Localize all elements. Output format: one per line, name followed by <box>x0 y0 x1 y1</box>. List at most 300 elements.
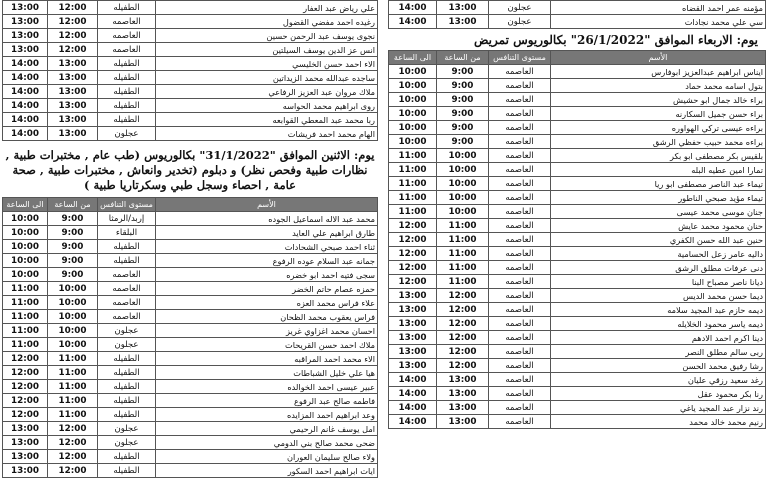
name-cell: بتول اسامه محمد حماد <box>551 79 766 93</box>
to-time-cell: 11:00 <box>3 338 48 352</box>
table-row <box>389 415 766 429</box>
name-cell: براء حسن جميل السكارنه <box>551 107 766 121</box>
right-top-body <box>389 1 766 29</box>
name-cell: الاء محمد احمد المراقبه <box>156 352 378 366</box>
name-cell: رغد سعيد رزقي عليان <box>551 373 766 387</box>
table-row <box>389 359 766 373</box>
level-cell: الطفيله <box>98 254 156 268</box>
name-cell: انس عز الدين يوسف السيلتين <box>156 43 378 57</box>
to-time-cell: 10:00 <box>389 107 437 121</box>
level-cell: العاصمه <box>489 303 551 317</box>
to-time-cell: 14:00 <box>3 113 48 127</box>
from-time-cell: 13:00 <box>48 113 98 127</box>
name-cell: حنان محمود محمد عايش <box>551 219 766 233</box>
from-time-cell: 12:00 <box>437 331 489 345</box>
from-time-cell: 11:00 <box>48 408 98 422</box>
from-time-cell: 13:00 <box>437 373 489 387</box>
table-row <box>3 324 378 338</box>
level-cell: العاصمه <box>98 15 156 29</box>
name-cell: رند نزار عبد المجيد ياغي <box>551 401 766 415</box>
table-row <box>389 15 766 29</box>
from-time-cell: 11:00 <box>48 352 98 366</box>
from-time-cell: 11:00 <box>437 275 489 289</box>
table-row <box>3 464 378 478</box>
right-column <box>388 0 766 429</box>
to-time-cell: 10:00 <box>389 79 437 93</box>
from-time-cell: 12:00 <box>48 15 98 29</box>
name-cell: حمزه عصام حاتم الخضر <box>156 282 378 296</box>
table-row <box>3 380 378 394</box>
table-row <box>3 436 378 450</box>
level-cell: إربد/الرمثا <box>98 212 156 226</box>
name-cell: امل يوسف غانم الرحيمي <box>156 422 378 436</box>
to-time-cell: 14:00 <box>3 85 48 99</box>
to-time-cell: 12:00 <box>3 366 48 380</box>
level-cell: العاصمه <box>489 317 551 331</box>
name-cell: ملاك مروان عبد العزيز الرفاعي <box>156 85 378 99</box>
name-cell: براءه محمد حبيب حفظي الرشق <box>551 135 766 149</box>
from-time-cell: 12:00 <box>437 317 489 331</box>
to-time-cell: 12:00 <box>3 380 48 394</box>
table-row <box>389 163 766 177</box>
header-level: مستوى التنافس <box>98 198 156 212</box>
to-time-cell: 12:00 <box>389 261 437 275</box>
name-cell: هيا علي خليل الشباطات <box>156 366 378 380</box>
to-time-cell: 10:00 <box>389 93 437 107</box>
level-cell: العاصمه <box>489 191 551 205</box>
name-cell: بلقيس بكر مصطفى ابو بكر <box>551 149 766 163</box>
table-row <box>389 191 766 205</box>
from-time-cell: 10:00 <box>48 324 98 338</box>
level-cell: الطفيله <box>98 450 156 464</box>
to-time-cell: 11:00 <box>3 296 48 310</box>
from-time-cell: 10:00 <box>48 282 98 296</box>
name-cell: رنيم محمد خالد محمد <box>551 415 766 429</box>
wednesday-header-row <box>389 51 766 65</box>
table-row <box>389 331 766 345</box>
to-time-cell: 10:00 <box>389 135 437 149</box>
to-time-cell: 13:00 <box>3 436 48 450</box>
level-cell: العاصمه <box>489 135 551 149</box>
name-cell: ملاك احمد حسن القريحات <box>156 338 378 352</box>
level-cell: عجلون <box>489 15 551 29</box>
from-time-cell: 12:00 <box>48 29 98 43</box>
table-row <box>3 1 378 15</box>
to-time-cell: 13:00 <box>3 422 48 436</box>
level-cell: العاصمه <box>489 93 551 107</box>
name-cell: محمد عبد الاله اسماعيل الجوده <box>156 212 378 226</box>
to-time-cell: 13:00 <box>3 15 48 29</box>
from-time-cell: 11:00 <box>48 394 98 408</box>
name-cell: ديما حسن محمد الديس <box>551 289 766 303</box>
name-cell: فراس يعقوب محمد الظحان <box>156 310 378 324</box>
name-cell: تيماء عبد الناصر مصطفى ابو ريا <box>551 177 766 191</box>
name-cell: جمانه عبد السلام عوده الرفوع <box>156 254 378 268</box>
table-row <box>3 366 378 380</box>
level-cell: عجلون <box>98 436 156 450</box>
table-row <box>3 85 378 99</box>
from-time-cell: 13:00 <box>437 1 489 15</box>
table-row <box>3 212 378 226</box>
level-cell: العاصمه <box>489 121 551 135</box>
monday-table <box>2 197 378 478</box>
name-cell: عبير عيسى احمد الخوالده <box>156 380 378 394</box>
name-cell: براءه عيسى تركي الهواوره <box>551 121 766 135</box>
level-cell: الطفيله <box>98 408 156 422</box>
level-cell: العاصمه <box>489 233 551 247</box>
from-time-cell: 13:00 <box>48 127 98 141</box>
name-cell: ايناس ابراهيم عبدالعزيز ابوفارس <box>551 65 766 79</box>
from-time-cell: 12:00 <box>48 450 98 464</box>
to-time-cell: 13:00 <box>3 43 48 57</box>
name-cell: طارق ابراهيم علي العايد <box>156 226 378 240</box>
level-cell: عجلون <box>98 338 156 352</box>
level-cell: الطفيله <box>98 394 156 408</box>
to-time-cell: 10:00 <box>3 226 48 240</box>
table-row <box>3 127 378 141</box>
to-time-cell: 14:00 <box>389 15 437 29</box>
name-cell: ربى سالم مطلق النصر <box>551 345 766 359</box>
level-cell: العاصمه <box>489 373 551 387</box>
from-time-cell: 11:00 <box>437 247 489 261</box>
from-time-cell: 10:00 <box>437 163 489 177</box>
level-cell: العاصمه <box>489 205 551 219</box>
name-cell: رغيده احمد مفضي القضول <box>156 15 378 29</box>
level-cell: الطفيله <box>98 85 156 99</box>
name-cell: تمارا امين عطيه البله <box>551 163 766 177</box>
to-time-cell: 14:00 <box>3 127 48 141</box>
name-cell: تيماء مؤيد صبحي الناطور <box>551 191 766 205</box>
left-top-body <box>3 1 378 141</box>
to-time-cell: 14:00 <box>3 57 48 71</box>
to-time-cell: 12:00 <box>389 247 437 261</box>
header-to: الى الساعة <box>3 198 48 212</box>
from-time-cell: 13:00 <box>437 415 489 429</box>
table-row <box>3 29 378 43</box>
level-cell: العاصمه <box>98 310 156 324</box>
to-time-cell: 10:00 <box>3 240 48 254</box>
from-time-cell: 13:00 <box>437 15 489 29</box>
to-time-cell: 13:00 <box>389 289 437 303</box>
from-time-cell: 13:00 <box>437 401 489 415</box>
from-time-cell: 11:00 <box>48 366 98 380</box>
level-cell: العاصمه <box>489 415 551 429</box>
from-time-cell: 13:00 <box>437 387 489 401</box>
level-cell: العاصمه <box>98 268 156 282</box>
level-cell: العاصمه <box>489 163 551 177</box>
table-row <box>3 394 378 408</box>
header-from: من الساعة <box>48 198 98 212</box>
to-time-cell: 12:00 <box>3 394 48 408</box>
table-row <box>389 149 766 163</box>
level-cell: الطفيله <box>98 57 156 71</box>
table-row <box>389 233 766 247</box>
to-time-cell: 13:00 <box>3 464 48 478</box>
table-row <box>389 303 766 317</box>
to-time-cell: 13:00 <box>3 29 48 43</box>
from-time-cell: 9:00 <box>437 121 489 135</box>
name-cell: مؤمنه عمر احمد القضاه <box>551 1 766 15</box>
to-time-cell: 11:00 <box>389 163 437 177</box>
to-time-cell: 12:00 <box>389 219 437 233</box>
from-time-cell: 10:00 <box>437 177 489 191</box>
from-time-cell: 10:00 <box>437 205 489 219</box>
level-cell: العاصمه <box>489 149 551 163</box>
header-name: الأسم <box>551 51 766 65</box>
name-cell: فاطمه صالح عبد الرفوع <box>156 394 378 408</box>
level-cell: العاصمه <box>489 219 551 233</box>
level-cell: الطفيله <box>98 99 156 113</box>
name-cell: نجوى يوسف عبد الرحمن حسين <box>156 29 378 43</box>
wednesday-table <box>388 50 766 429</box>
table-row <box>389 401 766 415</box>
to-time-cell: 13:00 <box>389 331 437 345</box>
to-time-cell: 14:00 <box>389 401 437 415</box>
table-row <box>389 387 766 401</box>
to-time-cell: 11:00 <box>389 177 437 191</box>
left-column <box>2 0 378 478</box>
from-time-cell: 9:00 <box>48 240 98 254</box>
table-row <box>389 107 766 121</box>
level-cell: عجلون <box>98 422 156 436</box>
to-time-cell: 13:00 <box>3 1 48 15</box>
from-time-cell: 9:00 <box>437 93 489 107</box>
from-time-cell: 9:00 <box>48 212 98 226</box>
name-cell: ربا محمد عبد المعطي القوابعه <box>156 113 378 127</box>
to-time-cell: 14:00 <box>389 1 437 15</box>
level-cell: البلقاء <box>98 226 156 240</box>
monday-body <box>3 212 378 478</box>
level-cell: العاصمه <box>489 107 551 121</box>
table-row <box>389 345 766 359</box>
level-cell: الطفيله <box>98 240 156 254</box>
name-cell: احسان محمد اغزاوي غريز <box>156 324 378 338</box>
table-row <box>3 113 378 127</box>
to-time-cell: 10:00 <box>389 121 437 135</box>
table-row <box>3 268 378 282</box>
level-cell: العاصمه <box>98 282 156 296</box>
from-time-cell: 12:00 <box>437 345 489 359</box>
level-cell: العاصمه <box>489 261 551 275</box>
table-row <box>3 338 378 352</box>
level-cell: العاصمه <box>489 387 551 401</box>
from-time-cell: 10:00 <box>48 338 98 352</box>
from-time-cell: 9:00 <box>48 268 98 282</box>
table-row <box>3 57 378 71</box>
level-cell: الطفيله <box>98 1 156 15</box>
to-time-cell: 10:00 <box>389 65 437 79</box>
name-cell: سي علي محمد نجادات <box>551 15 766 29</box>
level-cell: العاصمه <box>489 359 551 373</box>
level-cell: العاصمه <box>98 296 156 310</box>
name-cell: ديمه حازم عبد المجيد سلامه <box>551 303 766 317</box>
to-time-cell: 10:00 <box>3 268 48 282</box>
header-level: مستوى التنافس <box>489 51 551 65</box>
table-row <box>3 240 378 254</box>
name-cell: علي رياض عبد العفار <box>156 1 378 15</box>
table-row <box>3 422 378 436</box>
from-time-cell: 12:00 <box>48 464 98 478</box>
table-row <box>3 15 378 29</box>
name-cell: دينا اكرم احمد الادهم <box>551 331 766 345</box>
to-time-cell: 14:00 <box>3 99 48 113</box>
name-cell: علاء فراس محمد العزه <box>156 296 378 310</box>
to-time-cell: 13:00 <box>389 345 437 359</box>
level-cell: العاصمه <box>489 275 551 289</box>
name-cell: ديمه ياسر محمود الخلايله <box>551 317 766 331</box>
to-time-cell: 13:00 <box>389 317 437 331</box>
from-time-cell: 9:00 <box>437 107 489 121</box>
from-time-cell: 11:00 <box>48 380 98 394</box>
table-row <box>389 93 766 107</box>
from-time-cell: 11:00 <box>437 219 489 233</box>
table-row <box>3 226 378 240</box>
from-time-cell: 9:00 <box>437 135 489 149</box>
from-time-cell: 10:00 <box>437 191 489 205</box>
from-time-cell: 12:00 <box>48 43 98 57</box>
to-time-cell: 13:00 <box>389 303 437 317</box>
name-cell: ضحى محمد صالح بني الدومي <box>156 436 378 450</box>
to-time-cell: 12:00 <box>3 352 48 366</box>
from-time-cell: 12:00 <box>437 303 489 317</box>
name-cell: الهام محمد احمد فريشات <box>156 127 378 141</box>
to-time-cell: 10:00 <box>3 212 48 226</box>
to-time-cell: 12:00 <box>389 275 437 289</box>
from-time-cell: 12:00 <box>48 1 98 15</box>
to-time-cell: 11:00 <box>389 149 437 163</box>
level-cell: العاصمه <box>98 43 156 57</box>
level-cell: الطفيله <box>98 464 156 478</box>
level-cell: عجلون <box>489 1 551 15</box>
from-time-cell: 10:00 <box>48 310 98 324</box>
name-cell: دنى عرفات مطلق الرشق <box>551 261 766 275</box>
level-cell: العاصمه <box>489 345 551 359</box>
name-cell: سجى فتيه احمد ابو خضره <box>156 268 378 282</box>
to-time-cell: 14:00 <box>3 71 48 85</box>
to-time-cell: 11:00 <box>389 191 437 205</box>
from-time-cell: 13:00 <box>48 99 98 113</box>
from-time-cell: 9:00 <box>48 226 98 240</box>
to-time-cell: 12:00 <box>3 408 48 422</box>
level-cell: العاصمه <box>98 29 156 43</box>
table-row <box>389 177 766 191</box>
header-to: الى الساعة <box>389 51 437 65</box>
to-time-cell: 10:00 <box>3 254 48 268</box>
table-row <box>389 205 766 219</box>
table-row <box>3 352 378 366</box>
name-cell: ساجده عبدالله محمد الزيداتين <box>156 71 378 85</box>
from-time-cell: 13:00 <box>48 71 98 85</box>
to-time-cell: 13:00 <box>389 359 437 373</box>
level-cell: الطفيله <box>98 352 156 366</box>
table-row <box>389 247 766 261</box>
table-row <box>389 289 766 303</box>
from-time-cell: 12:00 <box>48 422 98 436</box>
from-time-cell: 12:00 <box>437 359 489 373</box>
table-row <box>3 450 378 464</box>
wednesday-heading: يوم: الاربعاء الموافق "26/1/2022" بكالوريوس تمريض <box>473 33 758 47</box>
level-cell: العاصمه <box>489 331 551 345</box>
table-row <box>389 373 766 387</box>
table-row <box>3 99 378 113</box>
table-row <box>3 71 378 85</box>
to-time-cell: 11:00 <box>389 205 437 219</box>
to-time-cell: 11:00 <box>3 310 48 324</box>
to-time-cell: 14:00 <box>389 373 437 387</box>
table-row <box>389 79 766 93</box>
from-time-cell: 9:00 <box>437 79 489 93</box>
to-time-cell: 14:00 <box>389 415 437 429</box>
level-cell: العاصمه <box>489 65 551 79</box>
to-time-cell: 11:00 <box>3 324 48 338</box>
from-time-cell: 11:00 <box>437 261 489 275</box>
right-top-table <box>388 0 766 29</box>
table-row <box>389 219 766 233</box>
from-time-cell: 9:00 <box>48 254 98 268</box>
header-name: الأسم <box>156 198 378 212</box>
table-row <box>389 261 766 275</box>
table-row <box>389 135 766 149</box>
left-top-table <box>2 0 378 141</box>
to-time-cell: 13:00 <box>3 450 48 464</box>
header-from: من الساعة <box>437 51 489 65</box>
from-time-cell: 12:00 <box>437 289 489 303</box>
level-cell: الطفيله <box>98 366 156 380</box>
to-time-cell: 12:00 <box>389 233 437 247</box>
to-time-cell: 14:00 <box>389 387 437 401</box>
level-cell: العاصمه <box>489 177 551 191</box>
table-row <box>3 43 378 57</box>
table-row <box>3 254 378 268</box>
table-row <box>389 65 766 79</box>
name-cell: ثناء احمد صبحي الشحادات <box>156 240 378 254</box>
name-cell: ولاء صالح سليمان العوران <box>156 450 378 464</box>
from-time-cell: 13:00 <box>48 85 98 99</box>
table-row <box>389 317 766 331</box>
level-cell: الطفيله <box>98 71 156 85</box>
level-cell: العاصمه <box>489 401 551 415</box>
level-cell: عجلون <box>98 324 156 338</box>
level-cell: عجلون <box>98 127 156 141</box>
from-time-cell: 12:00 <box>48 436 98 450</box>
name-cell: ديانا ناصر مصباح البنا <box>551 275 766 289</box>
name-cell: الاء احمد حسن الخليسي <box>156 57 378 71</box>
table-row <box>389 275 766 289</box>
table-row <box>3 408 378 422</box>
level-cell: الطفيله <box>98 380 156 394</box>
table-row <box>389 121 766 135</box>
level-cell: الطفيله <box>98 113 156 127</box>
monday-heading: يوم: الاثنين الموافق "31/1/2022" بكالوريوس (طب عام , مختبرات طبية , نظارات طبية وفحص نظر) و دبلوم (تخدير وانعاش , مختبرات طبية , صحة عامة , احصاء وسجل طبي وسكرتاريا طبية ) <box>5 148 375 192</box>
table-row <box>3 310 378 324</box>
from-time-cell: 10:00 <box>437 149 489 163</box>
name-cell: براء خالد جمال ابو حشيش <box>551 93 766 107</box>
level-cell: العاصمه <box>489 247 551 261</box>
from-time-cell: 9:00 <box>437 65 489 79</box>
name-cell: جنان موسى محمد عيسى <box>551 205 766 219</box>
monday-header-row <box>3 198 378 212</box>
name-cell: وعد ابراهيم احمد المزايده <box>156 408 378 422</box>
table-row <box>3 296 378 310</box>
from-time-cell: 10:00 <box>48 296 98 310</box>
from-time-cell: 13:00 <box>48 57 98 71</box>
table-row <box>389 1 766 15</box>
name-cell: داليه عامر زعل الحسامية <box>551 247 766 261</box>
table-row <box>3 282 378 296</box>
level-cell: العاصمه <box>489 289 551 303</box>
from-time-cell: 11:00 <box>437 233 489 247</box>
level-cell: العاصمه <box>489 79 551 93</box>
